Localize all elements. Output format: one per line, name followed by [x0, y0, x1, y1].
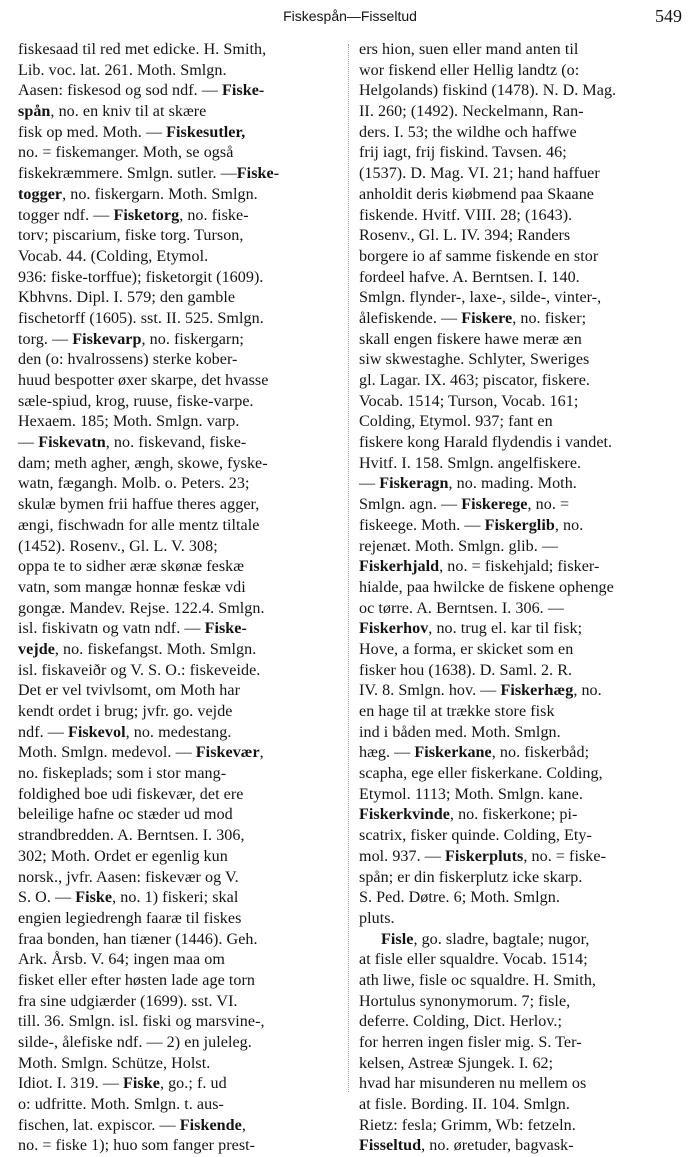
- text-line: [18, 392, 336, 413]
- text-line: [18, 371, 336, 392]
- text-run: , no. = fiskehjald; fisker-: [439, 558, 600, 576]
- text-run: mol. 937. —: [359, 847, 445, 865]
- text-line: [18, 971, 336, 992]
- text-run: fischetorff (1605). sst. II. 525. Smlgn.: [18, 309, 264, 327]
- text-run: vatn, som mangæ honnæ feskæ vdi: [18, 578, 246, 596]
- headword: Fiskevatn: [38, 434, 106, 452]
- text-run: for herren ingen fisler mig. S. Ter-: [359, 1034, 582, 1051]
- text-run: Idiot. I. 319. —: [18, 1075, 124, 1093]
- text-line: [359, 930, 681, 951]
- text-line: [359, 909, 681, 930]
- text-line: [359, 868, 681, 889]
- text-run: o: udfritte. Moth. Smlgn. t. aus-: [18, 1096, 224, 1114]
- text-line: [18, 516, 336, 537]
- text-run: till. 36. Smlgn. isl. fiski og marsvine-,: [18, 1013, 265, 1031]
- text-run: ath liwe, fisle oc squaldre. H. Smith,: [359, 971, 597, 989]
- headword: togger: [18, 185, 63, 203]
- text-run: Moth. Smlgn. medevol. —: [18, 744, 196, 762]
- text-run: Moth. Smlgn. Schütze, Holst.: [18, 1054, 211, 1072]
- text-run: , no. fiskergarn;: [141, 330, 244, 348]
- text-run: fisket eller efter høsten lade age torn: [18, 971, 255, 989]
- text-line: [359, 102, 681, 123]
- text-line: [359, 288, 681, 309]
- text-run: hialde, paa hwilcke de fiskene ophenge: [359, 578, 614, 596]
- text-run: ængi, fischwadn for alle mentz tiltale: [18, 516, 260, 534]
- text-line: [18, 433, 336, 454]
- text-line: [359, 1136, 681, 1157]
- text-line: [359, 433, 681, 454]
- text-line: [359, 826, 681, 847]
- text-run: hæg. —: [359, 744, 415, 762]
- text-run: hvad har misunderen nu mellem os: [359, 1075, 587, 1093]
- text-run: foldighed boe udi fiskevær, det ere: [18, 785, 244, 803]
- text-run: fordeel hafve. A. Berntsen. I. 140.: [359, 268, 580, 286]
- text-line: [359, 785, 681, 806]
- running-title: Fiskespån—Fisseltud: [283, 8, 417, 24]
- text-line: [359, 764, 681, 785]
- headword: Fiskevol: [67, 723, 126, 741]
- text-line: [18, 847, 336, 868]
- headword: Fiskesutler,: [166, 123, 246, 141]
- text-line: [359, 971, 681, 992]
- text-line: [18, 330, 336, 351]
- text-run: gl. Lagar. IX. 463; piscator, fiskere.: [359, 372, 590, 389]
- text-line: [18, 785, 336, 806]
- text-run: en hage til at trække store fisk: [359, 703, 555, 720]
- text-run: fiskeege. Moth. —: [359, 516, 485, 534]
- headword: Fiskere: [461, 309, 513, 327]
- text-run: gongæ. Mandev. Rejse. 122.4. Smlgn.: [18, 599, 265, 617]
- text-run: Hove, a forma, er skicket som en: [359, 640, 574, 658]
- text-column-right: [359, 40, 681, 1157]
- headword: Fiskerege: [461, 496, 528, 514]
- text-line: [359, 640, 681, 661]
- text-run: oppa te to sidher æræ skønæ feskæ: [18, 558, 245, 576]
- text-line: [359, 392, 681, 413]
- text-run: , no. fiskerkone; pi-: [449, 806, 578, 824]
- text-line: [359, 619, 681, 640]
- text-run: Kbhvns. Dipl. I. 579; den gamble: [18, 289, 236, 307]
- text-line: [359, 164, 681, 185]
- headword: Fiskerkane: [414, 744, 492, 762]
- text-run: anholdit deris kiøbmend paa Skaane: [359, 185, 594, 203]
- text-line: [18, 950, 336, 971]
- text-run: Smlgn. agn. —: [359, 496, 462, 514]
- text-run: rejenæt. Moth. Smlgn. glib. —: [359, 537, 559, 555]
- text-line: [18, 826, 336, 847]
- text-run: Rietz: fesla; Grimm, Wb: fetzeln.: [359, 1116, 576, 1134]
- text-run: Hexaem. 185; Moth. Smlgn. varp.: [18, 413, 240, 431]
- text-column-left: [18, 40, 336, 1157]
- text-line: [359, 206, 681, 227]
- text-line: [18, 81, 336, 102]
- headword: Fiske-: [236, 165, 280, 183]
- text-run: at fisle eller squaldre. Vocab. 1514;: [359, 951, 588, 969]
- text-run: ,: [241, 1116, 246, 1134]
- text-line: [359, 888, 681, 909]
- text-run: fisker hou (1638). D. Saml. 2. R.: [359, 661, 573, 679]
- text-line: [359, 1074, 681, 1095]
- text-line: [359, 1033, 681, 1054]
- text-line: [359, 371, 681, 392]
- text-line: [18, 61, 336, 82]
- text-run: , no. fiskefangst. Moth. Smlgn.: [54, 640, 257, 658]
- headword: Fiskende: [179, 1116, 242, 1134]
- text-line: [18, 619, 336, 640]
- text-run: , no. mading. Moth.: [448, 475, 577, 493]
- text-run: dam; meth agher, ængh, skowe, fyske-: [18, 454, 268, 472]
- text-line: [18, 1116, 336, 1137]
- text-line: [359, 516, 681, 537]
- text-run: Smlgn. flynder-, laxe-, silde-, vinter-,: [359, 289, 602, 307]
- text-run: Hvitf. I. 158. Smlgn. angelfiskere.: [359, 454, 582, 472]
- text-run: sæle-spiud, krog, ruuse, fiske-varpe.: [18, 392, 254, 410]
- headword: Fisketorg: [113, 206, 180, 224]
- text-line: [18, 206, 336, 227]
- text-run: pluts.: [359, 909, 395, 927]
- headword: Fisle: [381, 930, 414, 948]
- text-line: [18, 537, 336, 558]
- text-run: fiskere kong Harald flydendis i vandet.: [359, 434, 613, 452]
- text-line: [18, 1033, 336, 1054]
- text-run: IV. 8. Smlgn. hov. —: [359, 682, 501, 700]
- headword: Fiske: [75, 889, 113, 907]
- text-line: [18, 868, 336, 889]
- text-line: [359, 123, 681, 144]
- text-run: , no. 1) fiskeri; skal: [112, 889, 239, 907]
- text-line: [18, 185, 336, 206]
- text-line: [18, 578, 336, 599]
- text-run: , no. fiskevand, fiske-: [105, 434, 247, 452]
- text-line: [359, 1054, 681, 1075]
- text-run: isl. fiskivatn og vatn ndf. —: [18, 620, 205, 638]
- text-line: [18, 102, 336, 123]
- text-line: [18, 909, 336, 930]
- text-run: ind i båden med. Moth. Smlgn.: [359, 723, 561, 741]
- text-run: , no.: [554, 516, 584, 534]
- text-run: fisk op med. Moth. —: [18, 123, 167, 141]
- text-run: , no. fiskergarn. Moth. Smlgn.: [62, 185, 258, 203]
- text-line: [359, 950, 681, 971]
- text-line: [359, 681, 681, 702]
- text-line: [18, 1054, 336, 1075]
- text-run: , no. fiske-: [179, 206, 249, 224]
- page-number: 549: [655, 6, 682, 26]
- text-line: [359, 454, 681, 475]
- text-line: [18, 661, 336, 682]
- text-run: togger ndf. —: [18, 206, 114, 224]
- text-line: [359, 702, 681, 723]
- headword: Fiskeragn: [379, 475, 449, 493]
- text-line: [359, 61, 681, 82]
- text-run: S. O. —: [18, 889, 76, 907]
- text-line: [359, 599, 681, 620]
- text-line: [359, 412, 681, 433]
- text-line: [18, 764, 336, 785]
- text-run: Rosenv., Gl. L. IV. 394; Randers: [359, 227, 571, 245]
- text-run: scatrix, fisker quinde. Colding, Ety-: [359, 827, 592, 845]
- text-run: Lib. voc. lat. 261. Moth. Smlgn.: [18, 61, 227, 79]
- text-run: , no.: [573, 682, 602, 700]
- headword: Fisseltud: [359, 1137, 422, 1155]
- text-line: [18, 930, 336, 951]
- text-run: spån; er din fiskerplutz icke skarp.: [359, 868, 583, 886]
- text-run: S. Ped. Døtre. 6; Moth. Smlgn.: [359, 889, 560, 907]
- text-run: den (o: hvalrossens) sterke kober-: [18, 351, 238, 369]
- text-run: , no. fisker;: [512, 309, 587, 327]
- text-line: [18, 495, 336, 516]
- text-run: torg. —: [18, 330, 73, 348]
- text-line: [359, 578, 681, 599]
- headword: Fiske-: [204, 620, 247, 638]
- text-line: [359, 185, 681, 206]
- text-line: [18, 309, 336, 330]
- headword: vejde: [18, 640, 55, 658]
- text-run: torv; piscarium, fiske torg. Turson,: [18, 227, 244, 245]
- text-line: [18, 40, 336, 61]
- text-run: norsk., jvfr. Aasen: fiskevær og V.: [18, 868, 239, 886]
- text-run: skall engen fiskere hawe meræ æn: [359, 330, 582, 348]
- text-run: Vocab. 1514; Turson, Vocab. 161;: [359, 392, 579, 410]
- text-run: ders. I. 53; the wildhe och haffwe: [359, 123, 577, 141]
- text-line: [359, 268, 681, 289]
- text-run: watn, fægangh. Molb. o. Peters. 23;: [18, 475, 250, 493]
- text-run: fiskekræmmere. Smlgn. sutler. —: [18, 165, 237, 183]
- text-line: [18, 599, 336, 620]
- text-line: [359, 743, 681, 764]
- text-line: [359, 226, 681, 247]
- text-line: [359, 330, 681, 351]
- text-run: ers hion, suen eller mand anten til: [359, 41, 579, 58]
- text-run: huud bespotter øxer skarpe, det hvasse: [18, 372, 269, 389]
- text-run: no. fiskeplads; som i stor mang-: [18, 765, 227, 783]
- text-line: [359, 1116, 681, 1137]
- text-run: fra sine udgiærder (1699). sst. VI.: [18, 992, 238, 1010]
- headword: Fiskerkvinde: [359, 806, 450, 824]
- text-run: engien legiedrengh faaræ til fiskes: [18, 909, 242, 927]
- text-run: , go. sladre, bagtale; nugor,: [413, 930, 590, 948]
- text-line: [18, 702, 336, 723]
- text-line: [18, 992, 336, 1013]
- text-line: [359, 537, 681, 558]
- text-run: , no. =: [527, 496, 570, 514]
- headword: Fiskerglib: [484, 516, 555, 534]
- text-line: [359, 495, 681, 516]
- text-run: , no. trug el. kar til fisk;: [428, 620, 583, 638]
- text-line: [18, 123, 336, 144]
- text-line: [18, 640, 336, 661]
- text-line: [18, 454, 336, 475]
- text-run: (1537). D. Mag. VI. 21; hand haffuer: [359, 165, 600, 183]
- text-line: [18, 247, 336, 268]
- text-run: kelsen, Astreæ Sjungek. I. 62;: [359, 1054, 554, 1072]
- text-run: borgere io af samme fiskende en stor: [359, 247, 599, 265]
- text-run: Colding, Etymol. 937; fant en: [359, 413, 553, 431]
- text-line: [18, 681, 336, 702]
- text-line: [18, 474, 336, 495]
- text-line: [359, 847, 681, 868]
- text-line: [18, 268, 336, 289]
- text-run: fiskesaad til red met edicke. H. Smith,: [18, 41, 267, 58]
- text-run: scapha, ege eller fiskerkane. Colding,: [359, 765, 603, 783]
- headword: Fiskerhæg: [500, 682, 574, 700]
- text-run: Det er vel tvivlsomt, om Moth har: [18, 682, 241, 700]
- headword: Fiskevarp: [72, 330, 142, 348]
- text-line: [18, 288, 336, 309]
- text-line: [18, 805, 336, 826]
- text-run: skulæ bymen frii haffue theres agger,: [18, 496, 260, 514]
- text-line: [359, 805, 681, 826]
- text-line: [359, 557, 681, 578]
- text-run: , no. øretuder, bagvask-: [421, 1137, 574, 1155]
- text-line: [359, 1095, 681, 1116]
- text-run: siw skwestaghe. Schlyter, Sweriges: [359, 351, 590, 369]
- text-run: no. = fiskemanger. Moth, se også: [18, 144, 234, 162]
- text-run: , no. medestang.: [125, 723, 232, 741]
- text-run: wor fiskend eller Hellig landtz (o:: [359, 61, 580, 79]
- headword: Fiskerhov: [359, 620, 429, 638]
- text-run: fraa bonden, han tiæner (1446). Geh.: [18, 930, 258, 948]
- headword: spån: [18, 103, 51, 121]
- text-line: [359, 143, 681, 164]
- text-line: [359, 1012, 681, 1033]
- text-run: , no. fiskerbåd;: [491, 744, 590, 762]
- headword: Fiske-: [222, 82, 265, 100]
- text-run: Etymol. 1113; Moth. Smlgn. kane.: [359, 785, 583, 803]
- text-run: ndf. —: [18, 723, 68, 741]
- text-line: [18, 1074, 336, 1095]
- text-run: II. 260; (1492). Neckelmann, Ran-: [359, 103, 584, 121]
- text-line: [18, 557, 336, 578]
- text-run: —: [18, 434, 39, 452]
- text-line: [359, 40, 681, 61]
- text-run: ålefiskende. —: [359, 309, 462, 327]
- text-run: (1452). Rosenv., Gl. L. V. 308;: [18, 537, 218, 555]
- headword: Fiskevær: [195, 744, 260, 762]
- text-run: , no. = fiske-: [523, 847, 606, 865]
- text-run: Hortulus synonymorum. 7; fisle,: [359, 992, 571, 1010]
- text-line: [18, 1095, 336, 1116]
- text-run: 936: fiske-torffue); fisketorgit (1609).: [18, 268, 264, 286]
- text-line: [359, 474, 681, 495]
- text-run: deferre. Colding, Dict. Herlov.;: [359, 1013, 563, 1031]
- text-line: [359, 661, 681, 682]
- text-line: [359, 81, 681, 102]
- text-run: ,: [259, 744, 264, 762]
- text-run: , no. en kniv til at skære: [50, 103, 207, 121]
- headword: Fiske: [123, 1075, 160, 1093]
- text-run: 302; Moth. Ordet er egenlig kun: [18, 847, 228, 865]
- text-run: kendt ordet i brug; jvfr. go. vejde: [18, 703, 233, 720]
- headword: Fiskerpluts: [445, 847, 524, 865]
- text-line: [359, 247, 681, 268]
- text-line: [359, 992, 681, 1013]
- text-run: no. = fiske 1); huo som fanger prest-: [18, 1137, 256, 1155]
- text-run: —: [359, 475, 380, 493]
- text-run: at fisle. Bording. II. 104. Smlgn.: [359, 1096, 570, 1114]
- text-run: , go.; f. ud: [159, 1075, 227, 1093]
- text-line: [18, 1012, 336, 1033]
- text-run: silde-, ålefiske ndf. — 2) en juleleg.: [18, 1034, 252, 1051]
- text-run: Vocab. 44. (Colding, Etymol.: [18, 247, 209, 265]
- page-header: [0, 6, 700, 28]
- column-divider: [348, 44, 349, 1092]
- headword: Fiskerhjald: [359, 558, 440, 576]
- text-line: [18, 888, 336, 909]
- text-line: [359, 350, 681, 371]
- text-run: fiskende. Hvitf. VIII. 28; (1643).: [359, 206, 573, 224]
- text-line: [18, 143, 336, 164]
- text-line: [359, 723, 681, 744]
- text-run: beleilige hafne oc stæder ud mod: [18, 806, 233, 824]
- text-run: Aasen: fiskesod og sod ndf. —: [18, 82, 222, 100]
- text-run: Ark. Årsb. V. 64; ingen maa om: [18, 951, 225, 969]
- text-line: [18, 743, 336, 764]
- text-run: oc tørre. A. Berntsen. I. 306. —: [359, 599, 564, 617]
- text-run: isl. fiskaveiðr og V. S. O.: fiskeveide.: [18, 661, 261, 679]
- text-run: Helgolands) fiskind (1478). N. D. Mag.: [359, 82, 617, 100]
- text-line: [18, 412, 336, 433]
- text-run: fischen, lat. expiscor. —: [18, 1116, 180, 1134]
- text-line: [18, 350, 336, 371]
- text-run: strandbredden. A. Berntsen. I. 306,: [18, 827, 245, 845]
- text-line: [18, 723, 336, 744]
- text-run: frij iagt, frij fiskind. Tavsen. 46;: [359, 144, 567, 162]
- text-line: [18, 226, 336, 247]
- text-line: [359, 309, 681, 330]
- text-line: [18, 164, 336, 185]
- text-line: [18, 1136, 336, 1157]
